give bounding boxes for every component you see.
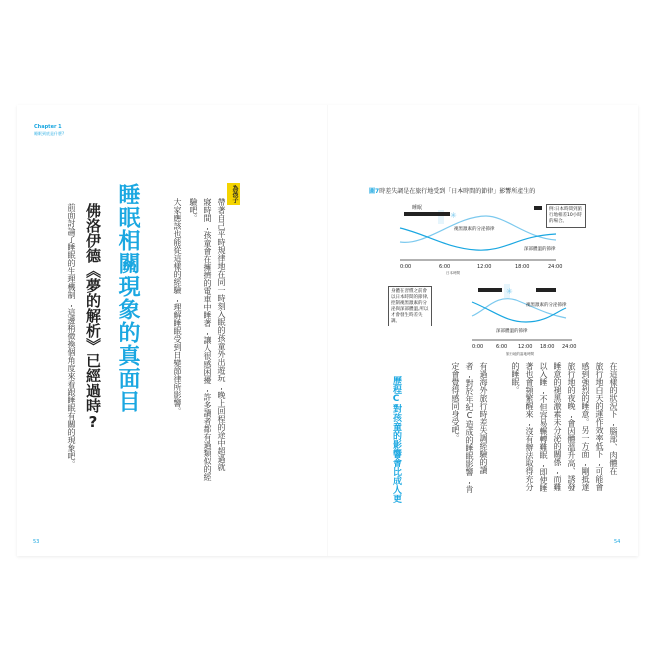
top-note [546,204,586,238]
bottom-note-text: 身體在習慣之前會以日本時間的節律,控制褪黑激素的分泌與深部體溫,所以才會發生時差失調。 [388,286,432,326]
right-text-col-8: 的睡眠。 [511,362,520,394]
top-tick-3: 18:00 [515,264,530,270]
right-text-col-11: 定會覺得感同身受吧。 [451,362,460,442]
figure-title [369,186,535,195]
sleep-bar [404,212,450,216]
right-text-col-1: 在這樣的狀況下,腦部、肉體在 [609,362,618,475]
bottom-tick-4: 24:00 [562,344,577,350]
right-text-col-6: 以入睡,不但容易輾轉難眠,即使睡 [539,362,548,492]
body-text-col-3: 驗吧。 [189,198,198,222]
bottom-tick-3: 18:00 [540,344,555,350]
right-text-col-3: 感到強烈的睡意。另一方面,剛抵達 [581,362,590,491]
page-number-left: 53 [33,539,40,545]
sun-icon-2: ✳ [506,287,513,296]
bottom-panel [388,284,576,356]
page-subtitle: 佛洛伊德《夢的解析》已經過時? [84,203,102,431]
page-title: 睡眠相關現象的真面目 [115,183,140,413]
bottom-tick-1: 6:00 [496,344,508,350]
jetlag-diagram [386,198,592,360]
right-text-col-9: 有過海外旅行時差失調經驗的讀 [479,362,488,474]
melatonin-label: 褪黑激素的分泌節律 [454,227,495,232]
bottom-note [388,286,432,326]
figure-number: 圖7 [369,188,380,195]
intro-paragraph: 前面討論了睡眠的生理機制,這邊稍微換個角度來看跟睡眠有關的現象吧。 [67,203,76,468]
figure-title-quote: 「日本時間的節律」 [445,188,500,195]
body-text-col-2: 寢時間,孩童會在擁擠的電車中睡著,讓人很感困擾,許多讀者都有過類似的經 [203,198,212,481]
melatonin-label-2: 褪黑激素的分泌節律 [526,303,567,308]
top-note-text: 例:日本時間到旅行地相差10小時的場合。 [546,204,586,228]
section-badge: 為孩子 [227,183,240,205]
figure-title-end: 影響所產生的 [499,188,536,195]
bottom-axis-sub: 旅行地的當地時間 [506,352,534,356]
top-axis-sub: 日本時間 [446,271,460,275]
sleep-bar-3 [478,288,502,292]
top-panel [400,204,586,275]
bottom-tick-0: 0:00 [472,344,484,350]
temperature-label-2: 深部體溫的節律 [496,329,528,334]
bottom-tick-2: 12:00 [518,344,533,350]
right-text-col-2: 旅行地白天的運作效率低下,可能會 [595,362,604,491]
page-number-right: 54 [614,539,621,545]
chapter-label: Chapter 1 [34,124,62,130]
right-text-col-4: 旅行地的夜晚,會因體溫升高、誘發 [567,362,576,491]
sleep-bar-4 [536,288,556,292]
right-text-col-10: 者,對於年紀C造成的睡眠影響,肯 [465,362,474,493]
right-text-col-7: 著也會頻繁醒來,沒有辦法取得充分 [525,362,534,491]
sleep-label: 睡眠 [412,205,423,211]
figure-title-text: 時差失調是在旅行地受到 [379,188,446,195]
book-gutter [327,105,328,556]
chapter-subtitle: 睡眠到底是什麼? [34,131,65,136]
top-tick-0: 0:00 [400,264,412,270]
top-tick-4: 24:00 [548,264,563,270]
top-tick-1: 6:00 [439,264,451,270]
body-text-col-1: 帶著自己平時規律地在同一時刻入眠的孩童外出遊玩,晚上回程的途中超過就 [217,198,226,471]
section-heading: 歷程C對孩童的影響會比成人更 [391,376,401,503]
body-text-col-4: 大家應該也能從這樣的經驗,理解睡眠受到日變節律所影響。 [173,198,182,415]
right-text-col-5: 睡意的褪黑激素未分泌的關係,而難 [553,362,562,491]
top-tick-2: 12:00 [477,264,492,270]
sun-icon: ✳ [450,211,457,220]
sleep-bar-2 [534,206,542,210]
temperature-label: 深部體溫的節律 [524,247,556,252]
